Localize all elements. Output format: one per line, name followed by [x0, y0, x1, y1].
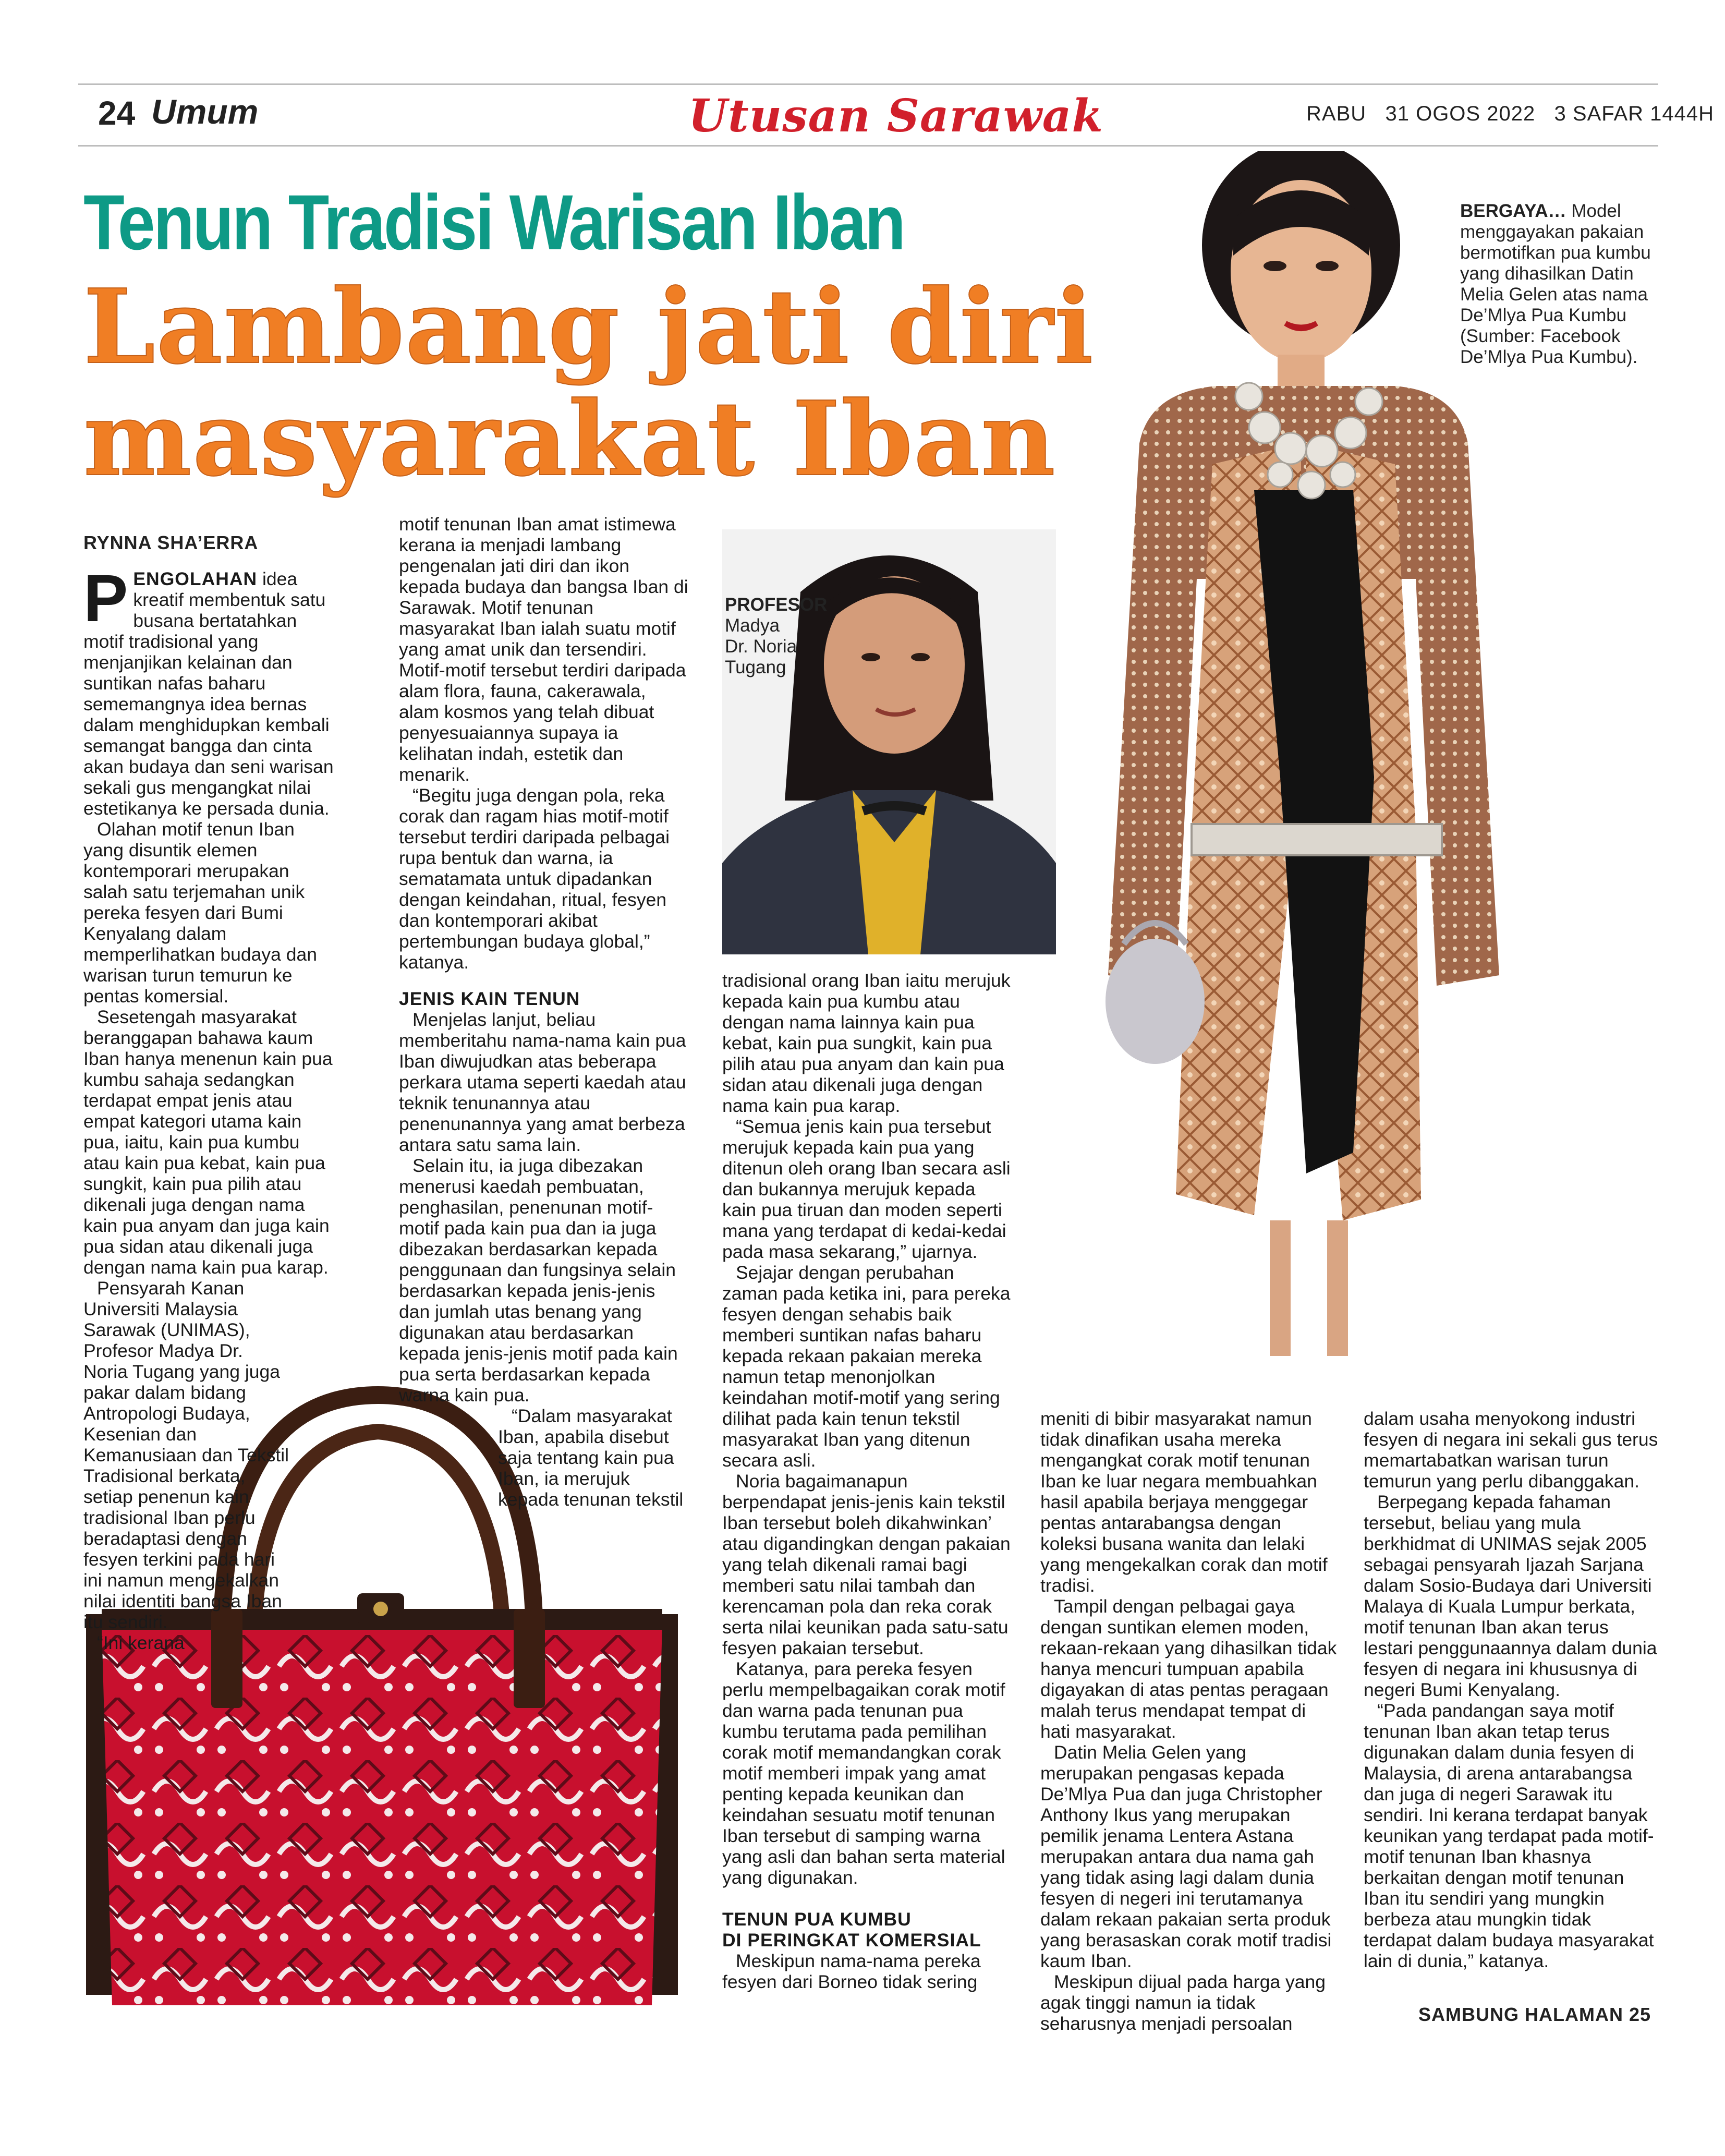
headline-line-2: masyarakat Iban [83, 379, 1056, 499]
portrait-caption-title: PROFESOR [725, 595, 828, 615]
column-1 [83, 561, 334, 1653]
paragraph: Sejajar dengan perubahan zaman pada ketika ini, para pereka fesyen dengan sehabis baik memberi suntikan nafas baharu kepada rekaan pakaian mereka namun tetap menonjolkan keindahan motif-motif yang sering dilihat pada kain tenun tekstil masyarakat Iban yang ditenun secara asli. [722, 1262, 1011, 1471]
paragraph: “Ini kerana [97, 1632, 185, 1653]
subhead-line-2: DI PERINGKAT KOMERSIAL [722, 1930, 981, 1951]
paragraph: “Dalam masyarakat Iban, apabila disebut saja tentang kain pua Iban, ia merujuk kepada tenunan tekstil [498, 1406, 684, 1510]
model-caption-lead: BERGAYA… [1460, 201, 1566, 221]
paragraph: Meskipun dijual pada harga yang agak tinggi namun ia tidak seharusnya menjadi persoalan [1040, 1971, 1326, 2034]
drop-cap: P [83, 561, 128, 636]
masthead: Utusan Sarawak [688, 90, 1104, 142]
paragraph: Selain itu, ia juga dibezakan menerusi kaedah pembuatan, penghasilan, penenunan motif-motif pada kain pua dan ia juga dibezakan berdasarkan kepada penggunaan dan fungsinya selain berdasarkan kepada jenis-jenis dan jumlah utas benang yang digunakan atau berdasarkan kepada jenis-jenis motif pada kain pua serta berdasarkan kepada warna kain pua. [399, 1155, 678, 1406]
paragraph: “Begitu juga dengan pola, reka corak dan ragam hias motif-motif tersebut terdiri daripada pelbagai rupa bentuk dan warna, ia sematamata untuk dipadankan dengan keindahan, ritual, fesyen dan kontemporari akibat pertembungan budaya global,” katanya. [399, 785, 670, 973]
paragraph: Sesetengah masyarakat beranggapan bahawa kaum Iban hanya menenun kain pua kumbu sahaja sedangkan terdapat empat jenis atau empat kategori utama kain pua, iaitu, kain pua kumbu atau kain pua kebat, kain pua sungkit, kain pua pilih atau dikenali juga dengan nama kain pua anyam dan juga kain pua sidan atau dikenali juga dengan nama kain pua karap. [83, 1007, 333, 1278]
column-3 [722, 970, 1014, 1992]
portrait-photo [722, 529, 1056, 954]
dateline: RABU 31 OGOS 2022 3 SAFAR 1444H [1306, 102, 1715, 125]
continued-label: SAMBUNG HALAMAN 25 [1418, 2004, 1651, 2025]
portrait-caption-line-3: Tugang [725, 657, 786, 677]
paragraph: Tampil dengan pelbagai gaya dengan suntikan elemen moden, rekaan-rekaan yang dihasilkan tidak hanya mencuri tumpuan apabila digayakan di atas pentas peragaan malah terus mendapat tempat di hati masyarakat. [1040, 1596, 1337, 1742]
paragraph: meniti di bibir masyarakat namun tidak dinafikan usaha mereka mengangkat corak motif tenunan Iban ke luar negara membuahkan hasil apabila berjaya menggegar pentas antarabangsa dengan koleksi busana wanita dan lelaki yang mengekalkan corak dan motif tradisi. [1040, 1408, 1328, 1596]
model-caption [1460, 201, 1658, 368]
headline-line-1: Lambang jati diri [83, 267, 1095, 387]
subhead-jenis-kain-tenun: JENIS KAIN TENUN [399, 988, 580, 1009]
paragraph: Datin Melia Gelen yang merupakan pengasas kepada De’Mlya Pua dan juga Christopher Anthony Ikus yang merupakan pemilik jenama Lentera Astana merupakan antara dua nama gah yang tidak asing lagi dalam dunia fesyen di negeri ini terutamanya dalam rekaan pakaian serta produk yang berasaskan corak motif tradisi kaum Iban. [1040, 1742, 1332, 1971]
page-number: 24 [98, 94, 136, 132]
paragraph: Katanya, para pereka fesyen perlu mempelbagaikan corak motif dan warna pada tenunan pua kumbu terutama pada pemilihan corak motif memandangkan corak motif memberi impak yang amat penting kepada keunikan dan keindahan sesuatu motif tenunan Iban tersebut di samping warna yang asli dan bahan serta material yang digunakan. [722, 1658, 1005, 1888]
subhead-line-1: TENUN PUA KUMBU [722, 1909, 912, 1930]
paragraph [83, 561, 334, 819]
model-caption-text: Model menggayakan pakaian bermotifkan pua kumbu yang dihasilkan Datin Melia Gelen atas nama De’Mlya Pua Kumbu (Sumber: Facebook De’Mlya Pua Kumbu). [1460, 201, 1651, 367]
paragraph: Meskipun nama-nama pereka fesyen dari Borneo tidak sering [722, 1951, 981, 1992]
kicker: Tenun Tradisi Warisan Iban [83, 178, 904, 266]
header-rule [78, 145, 1658, 147]
paragraph: Noria bagaimanapun berpendapat jenis-jenis kain tekstil Iban tersebut boleh dikahwinkan’ atau digandingkan dengan pakaian yang telah dikenali ramai bagi memberi satu nilai tambah dan kerencaman pola dan reka corak serta nilai keunikan pada satu-satu fesyen pakaian tersebut. [722, 1471, 1011, 1658]
paragraph: dalam usaha menyokong industri fesyen di negara ini sekali gus terus memartabatkan warisan turun temurun yang perlu dibanggakan. [1364, 1408, 1658, 1492]
paragraph: motif tenunan Iban amat istimewa kerana ia menjadi lambang pengenalan jati diri dan ikon kepada budaya dan bangsa Iban di Sarawak. Motif tenunan masyarakat Iban ialah suatu motif yang amat unik dan tersendiri. Motif-motif tersebut terdiri daripada alam flora, fauna, cakerawala, alam kosmos yang telah dibuat penyesuaiannya supaya ia kelihatan indah, estetik dan menarik. [399, 514, 688, 785]
paragraph: “Semua jenis kain pua tersebut merujuk kepada kain pua yang ditenun oleh orang Iban secara asli dan bukannya merujuk kepada kain pua tiruan dan moden seperti mana yang terdapat di kedai-kedai pada masa sekarang,” ujarnya. [722, 1116, 1011, 1262]
paragraph: Menjelas lanjut, beliau memberitahu nama-nama kain pua Iban diwujudkan atas beberapa perkara utama seperti kaedah atau teknik tenunannya atau penenunannya yang amat berbeza antara satu sama lain. [399, 1009, 686, 1155]
paragraph: “Pada pandangan saya motif tenunan Iban akan tetap terus digunakan dalam dunia fesyen di Malaysia, di arena antarabangsa dan juga di negeri Sarawak itu sendiri. Ini kerana terdapat banyak keunikan yang terdapat pada motif-motif tenunan Iban khasnya berkaitan dengan motif tenunan Iban itu sendiri yang mungkin berbeza atau mungkin tidak terdapat dalam budaya masyarakat lain di dunia,” katanya. [1364, 1700, 1654, 1971]
portrait-caption-line-2: Dr. Noria [725, 636, 797, 657]
portrait-caption [725, 595, 827, 678]
paragraph: Pensyarah Kanan Universiti Malaysia Sarawak (UNIMAS), Profesor Madya Dr. Noria Tugang yang juga pakar dalam bidang Antropologi Budaya, Kesenian dan Kemanusiaan dan Tekstil Tradisional berkata, setiap penenun kain tradisional Iban perlu beradaptasi dengan fesyen terkini pada hari ini namun mengekalkan nilai identiti bangsa Iban itu sendiri. [83, 1278, 289, 1632]
paragraph: tradisional orang Iban iaitu merujuk kepada kain pua kumbu atau dengan nama lainnya kain pua kebat, kain pua sungkit, kain pua pilih atau pua anyam dan kain pua sidan atau dikenali juga dengan nama kain pua karap. [722, 970, 1011, 1116]
column-5 [1364, 1408, 1661, 1971]
top-rule [78, 83, 1658, 85]
column-2 [399, 514, 691, 1510]
paragraph-text: idea kreatif membentuk satu busana bertatahkan motif tradisional yang menjanjikan kelainan dan suntikan nafas baharu sememangnya idea bernas dalam menghidupkan kembali semangat bangga dan cinta akan budaya dan seni warisan sekali gus mengangkat nilai estetikanya ke persada dunia. [83, 568, 334, 819]
paragraph: Berpegang kepada fahaman tersebut, beliau yang mula berkhidmat di UNIMAS sejak 2005 sebagai pensyarah Ijazah Sarjana dalam Sosio-Budaya dari Universiti Malaya di Kuala Lumpur berkata, motif tenunan Iban akan terus lestari penggunaannya dalam dunia fesyen di negara ini khususnya di negeri Bumi Kenyalang. [1364, 1492, 1657, 1700]
byline: RYNNA SHA’ERRA [83, 532, 259, 553]
paragraph: Olahan motif tenun Iban yang disuntik elemen kontemporari merupakan salah satu terjemahan unik pereka fesyen dari Bumi Kenyalang dalam memperlihatkan budaya dan warisan turun temurun ke pentas komersial. [83, 819, 317, 1007]
lead-word: ENGOLAHAN [133, 568, 258, 589]
section-name: Umum [151, 92, 259, 131]
column-4 [1040, 1408, 1338, 2034]
portrait-caption-line-1: Madya [725, 615, 780, 636]
